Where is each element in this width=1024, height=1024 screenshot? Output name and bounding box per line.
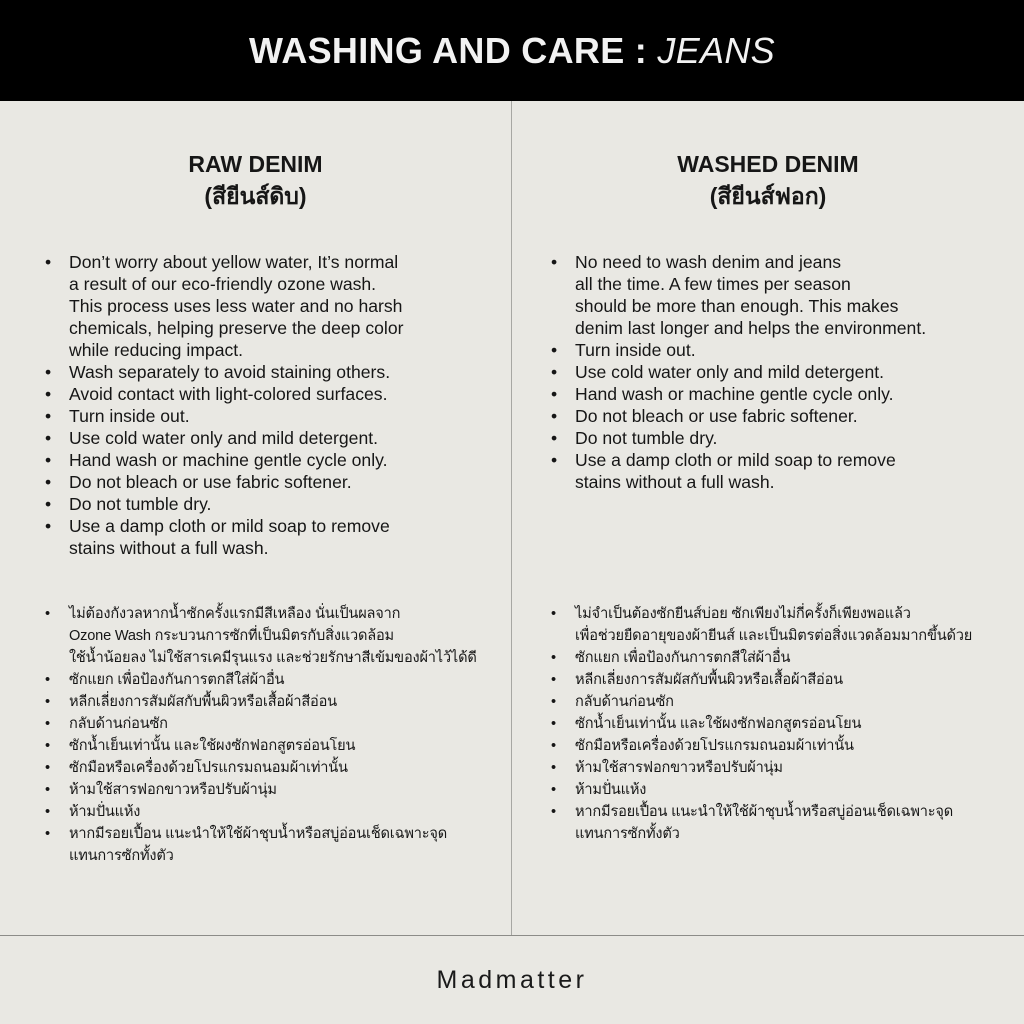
- list-item-text: • ซักแยก เพื่อป้องกันการตกสีใส่ผ้าอื่น: [69, 672, 285, 688]
- list-item-text: • กลับด้านก่อนซัก: [575, 694, 674, 710]
- washed-denim-column: [512, 101, 1024, 935]
- raw-denim-thai-list: [45, 603, 505, 867]
- footer: [0, 936, 1024, 1024]
- list-item-text: • Turn inside out.: [575, 340, 696, 360]
- list-item-text: while reducing impact.: [69, 340, 244, 360]
- list-item-text: This process uses less water and no harsh: [69, 296, 403, 316]
- washed-denim-title-en: WASHED DENIM: [677, 151, 859, 177]
- list-item: [45, 757, 505, 779]
- list-item-text: • ไม่ต้องกังวลหากน้ำซักครั้งแรกมีสีเหลือง นั่นเป็นผลจาก: [69, 606, 401, 622]
- list-item: [45, 823, 505, 867]
- list-item: [551, 427, 1021, 449]
- list-item-text: stains without a full wash.: [69, 538, 269, 558]
- list-item: [551, 691, 1021, 713]
- list-item-text: • หากมีรอยเปื้อน แนะนำให้ใช้ผ้าชุบน้ำหรือสบู่อ่อนเช็ดเฉพาะจุด: [69, 826, 448, 842]
- list-item: [551, 779, 1021, 801]
- washed-denim-english-list: [551, 251, 1021, 493]
- list-item-text: a result of our eco-friendly ozone wash.: [69, 274, 377, 294]
- raw-denim-title-th: (สียีนส์ดิบ): [204, 183, 307, 209]
- list-item-text: • Use a damp cloth or mild soap to remove: [575, 450, 896, 470]
- list-item: [551, 339, 1021, 361]
- list-item-text: • ไม่จำเป็นต้องซักยีนส์บ่อย ซักเพียงไม่กี่ครั้งก็เพียงพอแล้ว: [575, 606, 911, 622]
- list-item: [45, 405, 505, 427]
- raw-denim-title-en: RAW DENIM: [188, 151, 323, 177]
- raw-denim-column: [0, 101, 511, 935]
- list-item-text: • กลับด้านก่อนซัก: [69, 716, 168, 732]
- list-item: [45, 779, 505, 801]
- list-item: [551, 405, 1021, 427]
- list-item-text: all the time. A few times per season: [575, 274, 851, 294]
- list-item-text: • Do not bleach or use fabric softener.: [575, 406, 858, 426]
- list-item-text: • Do not bleach or use fabric softener.: [69, 472, 352, 492]
- list-item: [45, 449, 505, 471]
- list-item: [551, 251, 1021, 339]
- list-item-text: • ซักแยก เพื่อป้องกันการตกสีใส่ผ้าอื่น: [575, 650, 791, 666]
- list-item-text: • ซักมือหรือเครื่องด้วยโปรแกรมถนอมผ้าเท่านั้น: [69, 760, 348, 776]
- list-item-text: • Use a damp cloth or mild soap to remove: [69, 516, 390, 536]
- list-item: [45, 251, 505, 361]
- list-item-text: • Do not tumble dry.: [575, 428, 718, 448]
- title-accent: JEANS: [657, 29, 775, 71]
- list-item: [45, 515, 505, 559]
- list-item-text: • Use cold water only and mild detergent.: [575, 362, 885, 382]
- list-item: [551, 449, 1021, 493]
- raw-denim-english-list: [45, 251, 505, 559]
- list-item-text: • หลีกเลี่ยงการสัมผัสกับพื้นผิวหรือเสื้อผ้าสีอ่อน: [575, 672, 843, 688]
- list-item-text: ใช้น้ำน้อยลง ไม่ใช้สารเคมีรุนแรง และช่วยรักษาสีเข้มของผ้าไว้ได้ดี: [69, 650, 477, 666]
- list-item-text: • Hand wash or machine gentle cycle only.: [575, 384, 894, 404]
- list-item-text: • Do not tumble dry.: [69, 494, 212, 514]
- header-bar: [0, 0, 1024, 101]
- list-item: [551, 757, 1021, 779]
- list-item-text: • หลีกเลี่ยงการสัมผัสกับพื้นผิวหรือเสื้อผ้าสีอ่อน: [69, 694, 337, 710]
- list-item: [551, 361, 1021, 383]
- list-item-text: • Wash separately to avoid staining others.: [69, 362, 391, 382]
- list-item-text: แทนการซักทั้งตัว: [575, 826, 680, 842]
- brand-name: Madmatter: [436, 965, 588, 994]
- list-item: [45, 493, 505, 515]
- list-item-text: • Hand wash or machine gentle cycle only.: [69, 450, 388, 470]
- list-item-text: • ห้ามปั่นแห้ง: [575, 782, 647, 798]
- list-item: [45, 713, 505, 735]
- list-item-text: • ห้ามใช้สารฟอกขาวหรือปรับผ้านุ่ม: [575, 760, 783, 776]
- list-item-text: แทนการซักทั้งตัว: [69, 848, 174, 864]
- list-item-text: • ซักน้ำเย็นเท่านั้น และใช้ผงซักฟอกสูตรอ่อนโยน: [575, 716, 862, 732]
- list-item-text: chemicals, helping preserve the deep color: [69, 318, 404, 338]
- washed-denim-thai-list: [551, 603, 1021, 845]
- list-item: [551, 735, 1021, 757]
- list-item: [45, 471, 505, 493]
- list-item-text: stains without a full wash.: [575, 472, 775, 492]
- title-main: WASHING AND CARE :: [249, 29, 658, 71]
- list-item: [551, 647, 1021, 669]
- list-item-text: • ซักน้ำเย็นเท่านั้น และใช้ผงซักฟอกสูตรอ่อนโยน: [69, 738, 356, 754]
- list-item: [45, 383, 505, 405]
- list-item-text: • ห้ามปั่นแห้ง: [69, 804, 141, 820]
- page-title: [249, 30, 775, 72]
- list-item: [45, 603, 505, 669]
- list-item-text: Ozone Wash กระบวนการซักที่เป็นมิตรกับสิ่งแวดล้อม: [69, 628, 394, 644]
- list-item: [551, 603, 1021, 647]
- list-item-text: • ห้ามใช้สารฟอกขาวหรือปรับผ้านุ่ม: [69, 782, 277, 798]
- list-item-text: • Turn inside out.: [69, 406, 190, 426]
- list-item: [551, 801, 1021, 845]
- list-item: [45, 691, 505, 713]
- list-item-text: denim last longer and helps the environment.: [575, 318, 927, 338]
- list-item-text: • Avoid contact with light-colored surfaces.: [69, 384, 388, 404]
- list-item: [551, 669, 1021, 691]
- list-item-text: • หากมีรอยเปื้อน แนะนำให้ใช้ผ้าชุบน้ำหรือสบู่อ่อนเช็ดเฉพาะจุด: [575, 804, 954, 820]
- list-item-text: • ซักมือหรือเครื่องด้วยโปรแกรมถนอมผ้าเท่านั้น: [575, 738, 854, 754]
- list-item: [45, 801, 505, 823]
- washed-denim-heading: [512, 148, 1024, 212]
- list-item-text: should be more than enough. This makes: [575, 296, 899, 316]
- list-item-text: เพื่อช่วยยืดอายุของผ้ายีนส์ และเป็นมิตรต่อสิ่งแวดล้อมมากขึ้นด้วย: [575, 628, 973, 644]
- list-item-text: • Don’t worry about yellow water, It’s normal: [69, 252, 399, 272]
- list-item: [45, 361, 505, 383]
- list-item: [551, 383, 1021, 405]
- list-item-text: • Use cold water only and mild detergent.: [69, 428, 379, 448]
- list-item: [45, 735, 505, 757]
- raw-denim-heading: [0, 148, 511, 212]
- list-item: [45, 669, 505, 691]
- washed-denim-title-th: (สียีนส์ฟอก): [709, 183, 827, 209]
- list-item: [45, 427, 505, 449]
- list-item: [551, 713, 1021, 735]
- list-item-text: • No need to wash denim and jeans: [575, 252, 842, 272]
